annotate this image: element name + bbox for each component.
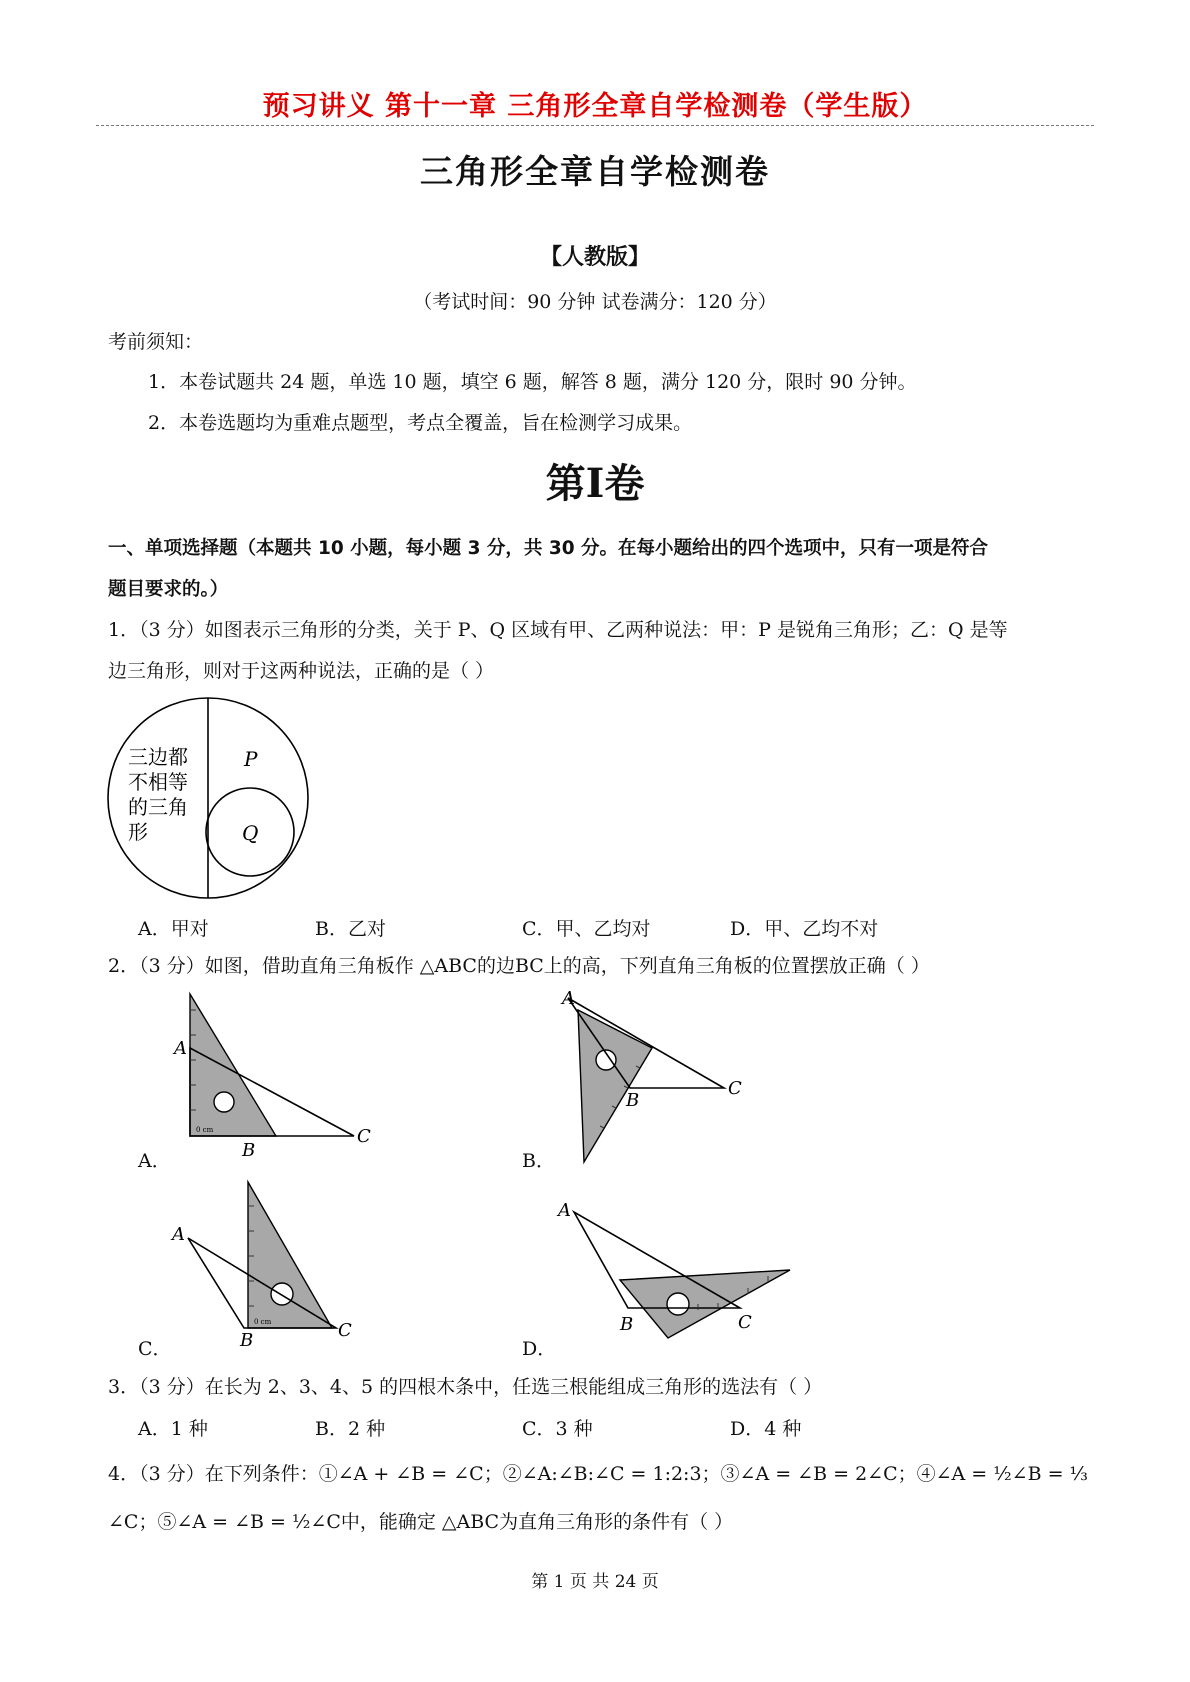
notice-item: 1．本卷试题共 24 题，单选 10 题，填空 6 题，解答 8 题，满分 120 分，限时 90 分钟。 (148, 371, 917, 393)
exam-info: （考试时间：90 分钟 试卷满分：120 分） (413, 291, 777, 313)
section-heading-cont: 题目要求的。） (108, 579, 229, 600)
svg-text:A: A (172, 1224, 185, 1245)
option-b[interactable]: B． (522, 1150, 555, 1172)
figure-option-d (548, 1196, 808, 1356)
svg-text:C: C (728, 1078, 742, 1099)
option-a[interactable]: A．1 种 (138, 1418, 208, 1440)
svg-text:0 cm: 0 cm (196, 1126, 214, 1134)
set-square (620, 1270, 790, 1338)
svg-text:A: A (558, 1200, 571, 1221)
question-2-text: 2．（3 分）如图，借助直角三角板作 △ABC的边BC上的高，下列直角三角板的位置摆放正确（ ） (108, 955, 930, 977)
option-b[interactable]: B．乙对 (315, 918, 386, 940)
svg-text:C: C (338, 1320, 352, 1341)
svg-text:A: A (174, 1038, 187, 1059)
option-d[interactable]: D．4 种 (730, 1418, 802, 1440)
option-d[interactable]: D． (522, 1338, 557, 1360)
question-1-text: 1．（3 分）如图表示三角形的分类，关于 P、Q 区域有甲、乙两种说法：甲：P 是锐角三角形；乙：Q 是等 (108, 619, 1008, 641)
figure-option-a (160, 990, 380, 1160)
option-a[interactable]: A． (138, 1150, 171, 1172)
figure-option-b (548, 990, 768, 1170)
option-d[interactable]: D．甲、乙均不对 (730, 918, 879, 940)
section-heading: 一、单项选择题（本题共 10 小题，每小题 3 分，共 30 分。在每小题给出的四个选项中，只有一项是符合 (108, 538, 989, 559)
header-divider (96, 125, 1094, 126)
option-c[interactable]: C． (138, 1338, 172, 1360)
set-square (190, 994, 276, 1136)
diagram-label-line: 三边都 (128, 745, 188, 769)
page-title: 三角形全章自学检测卷 (420, 152, 770, 191)
region-p-label: P (244, 747, 258, 771)
svg-text:B: B (240, 1330, 254, 1346)
option-b[interactable]: B．2 种 (315, 1418, 386, 1440)
option-c[interactable]: C．甲、乙均对 (522, 918, 651, 940)
notice-item: 2．本卷选题均为重难点题型，考点全覆盖，旨在检测学习成果。 (148, 412, 693, 434)
question-4-text: 4．（3 分）在下列条件：①∠A + ∠B = ∠C；②∠A:∠B:∠C = 1:2:3；③∠A = ∠B = 2∠C；④∠A = ½∠B = ⅓ (108, 1463, 1088, 1485)
question-1-text-cont: 边三角形，则对于这两种说法，正确的是（ ） (108, 660, 495, 682)
figure-option-c (160, 1176, 380, 1346)
question-4-text-cont: ∠C；⑤∠A = ∠B = ½∠C中，能确定 △ABC为直角三角形的条件有（ ） (108, 1511, 734, 1533)
part-title: 第I卷 (545, 460, 645, 507)
svg-text:B: B (626, 1090, 640, 1111)
svg-text:0 cm: 0 cm (254, 1318, 272, 1326)
classification-diagram (104, 694, 314, 904)
svg-text:B: B (620, 1314, 634, 1335)
svg-text:B: B (242, 1140, 256, 1160)
set-square (578, 1010, 652, 1162)
set-square (248, 1182, 332, 1328)
diagram-label-line: 形 (128, 820, 148, 844)
svg-text:C: C (357, 1126, 371, 1147)
diagram-label-line: 的三角 (128, 795, 188, 819)
notice-heading: 考前须知： (108, 331, 204, 353)
region-q-label: Q (242, 821, 259, 845)
svg-text:C: C (738, 1312, 752, 1333)
diagram-label-line: 不相等 (128, 770, 188, 794)
header-title: 预习讲义 第十一章 三角形全章自学检测卷（学生版） (262, 91, 928, 122)
page-footer: 第 1 页 共 24 页 (531, 1572, 659, 1592)
edition-label: 【人教版】 (539, 245, 650, 270)
question-3-text: 3．（3 分）在长为 2、3、4、5 的四根木条中，任选三根能组成三角形的选法有（ ） (108, 1376, 823, 1398)
option-a[interactable]: A．甲对 (138, 918, 209, 940)
svg-text:A: A (562, 990, 575, 1009)
option-c[interactable]: C．3 种 (522, 1418, 593, 1440)
